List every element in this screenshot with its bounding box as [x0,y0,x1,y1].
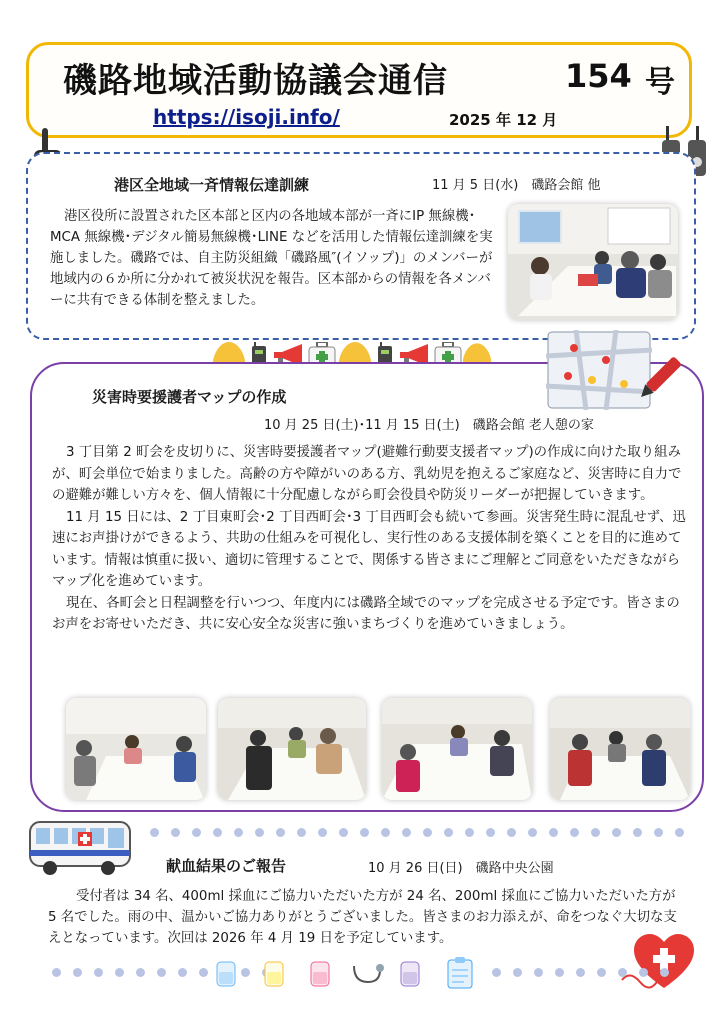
paragraph: 3 丁目第 2 町会を皮切りに、災害時要援護者マップ(避難行動要支援者マップ)の作成に向けた取り組みが、町会単位で始まりました。高齢の方や障がいのある方、乳幼児を抱えるご家庭など、災害時に自力での避難が難しい方々を、個人情報に十分配慮しながら町会役員や防災リーダーが把握していきます。 [52,445,682,503]
clipboard-icon [446,956,474,990]
section-title: 献血結果のご報告 [166,857,287,875]
stethoscope-icon [350,962,388,988]
bus-icon [28,818,132,876]
dotted-divider [492,968,669,977]
section-date-place: 10 月 26 日(日) 磯路中央公園 [368,861,554,876]
section-title: 災害時要援護者マップの作成 [92,388,287,406]
issue-suffix: 号 [645,65,675,100]
header-banner [26,42,692,138]
blood-bag-icon [262,960,286,990]
support-map-section [30,362,704,812]
website-link[interactable]: https://isoji.info/ [153,105,340,129]
radio-drill-section [26,152,696,340]
workshop-photo [218,698,366,800]
workshop-photo [66,698,206,800]
blood-bag-icon [398,960,422,990]
workshop-photo [550,698,690,800]
dotted-divider [52,968,271,977]
drill-photo [508,204,678,320]
section-title: 港区全地域一斉情報伝達訓練 [114,176,310,194]
section-body: 港区役所に設置された区本部と区内の各地域本部が一斉にIP 無線機･MCA 無線機･デジタル簡易無線機･LINE などを活用した情報伝達訓練を実施しました。磯路では、自主防災組織「磯路風″(イソップ)」のメンバーが地域内の６か所に分かれて被災状況を報告。区本部からの情報を各メンバーに共有できる体制を整えました。 [50,209,493,308]
blood-bag-icon [308,960,332,990]
heart-icon [620,930,696,992]
section-date-place: 11 月 5 日(水) 磯路会館 他 [432,178,601,193]
section-date-place: 10 月 25 日(土)･11 月 15 日(土) 磯路会館 老人憩の家 [264,418,594,433]
paragraph: 11 月 15 日には、2 丁目東町会･2 丁目西町会･3 丁目西町会も続いて参画。災害発生時に混乱せず、迅速にお声掛けができるよう、共助の仕組みを可視化し、実行性のある支援体制を築くことを目的に進めています。情報は慎重に扱い、適切に管理することで、関係する皆さまにご理解とご同意をいただきながらマップ化を進めています。 [52,509,686,589]
paragraph: 現在、各町会と日程調整を行いつつ、年度内には磯路全域でのマップを完成させる予定です。皆さまのお声をお寄せいただき、共に安心安全な災害に強いまちづくりを進めていきましょう。 [52,595,680,632]
blood-bag-icon [214,960,238,990]
section-body [52,442,692,636]
issue-number: 154 [565,57,632,95]
section-body: 受付者は 34 名、400ml 採血にご協力いただいた方が 24 名、200ml 採血にご協力いただいた方が 5 名でした。雨の中、温かいご協力ありがとうございました。皆さまのお力添えが、命をつなぐ大切な支えとなっています。次回は 2026 年 4 月 19 日を予定しています。 [48,889,677,946]
newsletter-title: 磯路地域活動協議会通信 [63,61,448,101]
dotted-divider [150,828,684,837]
marker-icon [630,352,686,408]
issue-date: 2025 年 12 月 [449,111,558,129]
workshop-photo [382,698,532,800]
